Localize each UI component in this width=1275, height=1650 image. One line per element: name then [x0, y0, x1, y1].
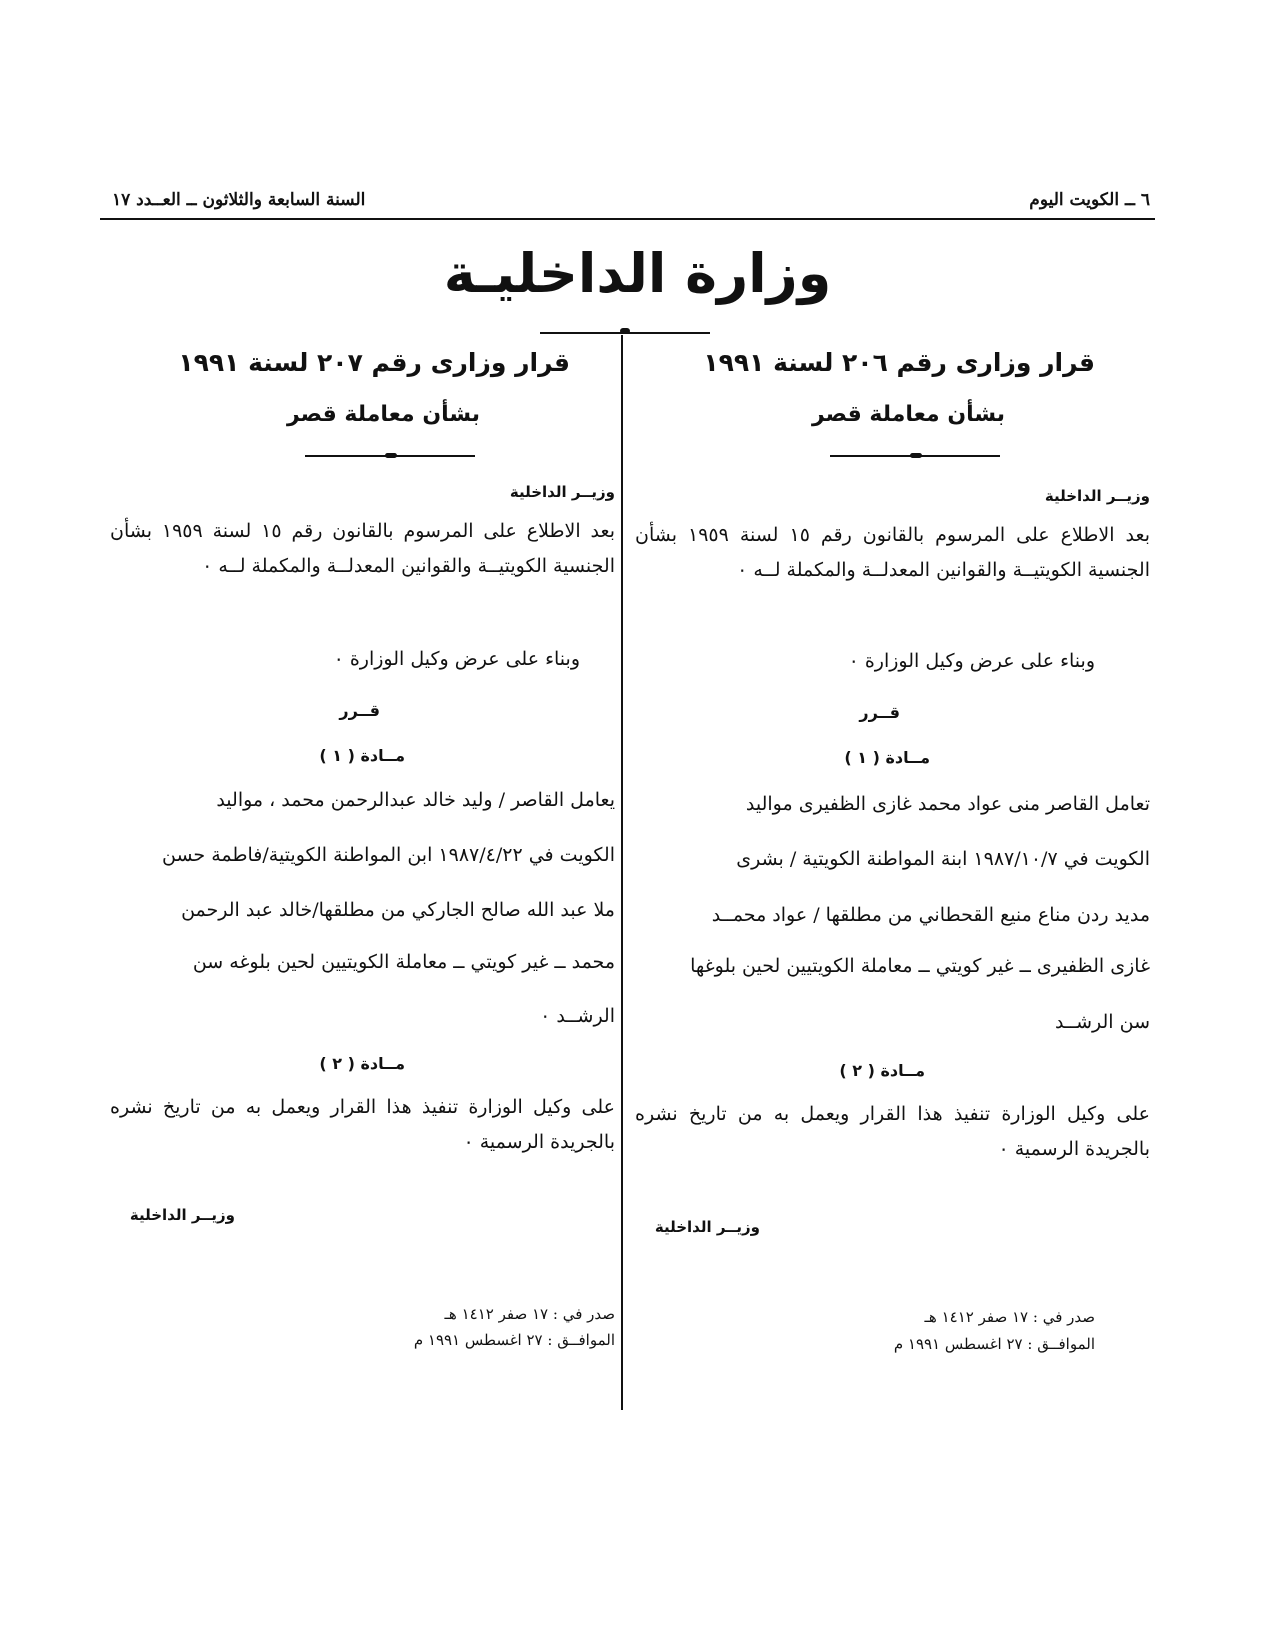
- article-2-heading: مــادة ( ٢ ): [839, 1061, 925, 1080]
- minister-heading: وزيــر الداخلية: [509, 483, 615, 501]
- corresponding-date: الموافــق : ٢٧ اغسطس ١٩٩١ م: [413, 1331, 615, 1349]
- ministry-title: وزارة الداخليـة: [443, 242, 832, 305]
- article-1-line: تعامل القاصر منى عواد محمد غازى الظفيرى مواليد: [745, 793, 1150, 815]
- article-1-line: الكويت في ١٩٨٧/١٠/٧ ابنة المواطنة الكويتية / بشرى: [736, 848, 1150, 870]
- article-1-line: سن الرشــد: [1055, 1011, 1150, 1033]
- article-1-line: ملا عبد الله صالح الجاركي من مطلقها/خالد عبد الرحمن: [181, 899, 615, 921]
- minister-heading: وزيــر الداخلية: [1044, 487, 1150, 505]
- minister-signature: وزيــر الداخلية: [129, 1206, 235, 1224]
- proposal: وبناء على عرض وكيل الوزارة ٠: [848, 650, 1095, 672]
- corresponding-date: الموافــق : ٢٧ اغسطس ١٩٩١ م: [893, 1335, 1095, 1353]
- title-rule-ornament: [910, 453, 922, 458]
- article-2-text: على وكيل الوزارة تنفيذ هذا القرار ويعمل به من تاريخ نشره بالجريدة الرسمية ٠: [110, 1096, 615, 1153]
- decision-206-column: [630, 0, 1150, 1650]
- article-2-heading: مــادة ( ٢ ): [319, 1054, 405, 1073]
- decision-207-column: [95, 0, 615, 1650]
- decision-title: قرار وزارى رقم ٢٠٧ لسنة ١٩٩١: [178, 348, 570, 377]
- preamble: بعد الاطلاع على المرسوم بالقانون رقم ١٥ لسنة ١٩٥٩ بشأن الجنسية الكويتيــة والقوانين المعدلــة والمكملة لــه ٠: [635, 524, 1150, 581]
- title-rule-ornament: [385, 453, 397, 458]
- article-1-line: يعامل القاصر / وليد خالد عبدالرحمن محمد ، مواليد: [216, 789, 615, 811]
- column-divider: [621, 335, 623, 1410]
- ministry-rule-ornament: [620, 328, 630, 334]
- proposal: وبناء على عرض وكيل الوزارة ٠: [333, 648, 580, 670]
- article-1-heading: مــادة ( ١ ): [844, 748, 930, 767]
- article-1-line: محمد ــ غير كويتي ــ معاملة الكويتيين لحين بلوغه سن: [192, 951, 615, 973]
- preamble: بعد الاطلاع على المرسوم بالقانون رقم ١٥ لسنة ١٩٥٩ بشأن الجنسية الكويتيــة والقوانين المعدلــة والمكملة لــه ٠: [110, 520, 615, 577]
- decision-subtitle: بشأن معاملة قصر: [286, 402, 480, 427]
- header-issue-info: السنة السابعة والثلاثون ــ العــدد ١٧: [112, 190, 366, 210]
- issued-date: صدر في : ١٧ صفر ١٤١٢ هـ: [444, 1305, 615, 1323]
- decided-heading: قــرر: [339, 701, 380, 720]
- decided-heading: قــرر: [859, 703, 900, 722]
- header-page-info: ٦ ــ الكويت اليوم: [1029, 190, 1150, 210]
- issued-date: صدر في : ١٧ صفر ١٤١٢ هـ: [924, 1308, 1095, 1326]
- article-1-heading: مــادة ( ١ ): [319, 746, 405, 765]
- article-1-line: مديد ردن مناع منيع القحطاني من مطلقها / عواد محمــد: [711, 904, 1150, 926]
- article-2-text: على وكيل الوزارة تنفيذ هذا القرار ويعمل به من تاريخ نشره بالجريدة الرسمية ٠: [635, 1103, 1150, 1160]
- article-1-line: الكويت في ١٩٨٧/٤/٢٢ ابن المواطنة الكويتية/فاطمة حسن: [162, 844, 615, 866]
- decision-title: قرار وزارى رقم ٢٠٦ لسنة ١٩٩١: [703, 348, 1095, 377]
- article-1-line: غازى الظفيرى ــ غير كويتي ــ معاملة الكويتيين لحين بلوغها: [690, 955, 1150, 977]
- minister-signature: وزيــر الداخلية: [654, 1218, 760, 1236]
- decision-subtitle: بشأن معاملة قصر: [811, 402, 1005, 427]
- article-1-line: الرشــد ٠: [540, 1005, 615, 1027]
